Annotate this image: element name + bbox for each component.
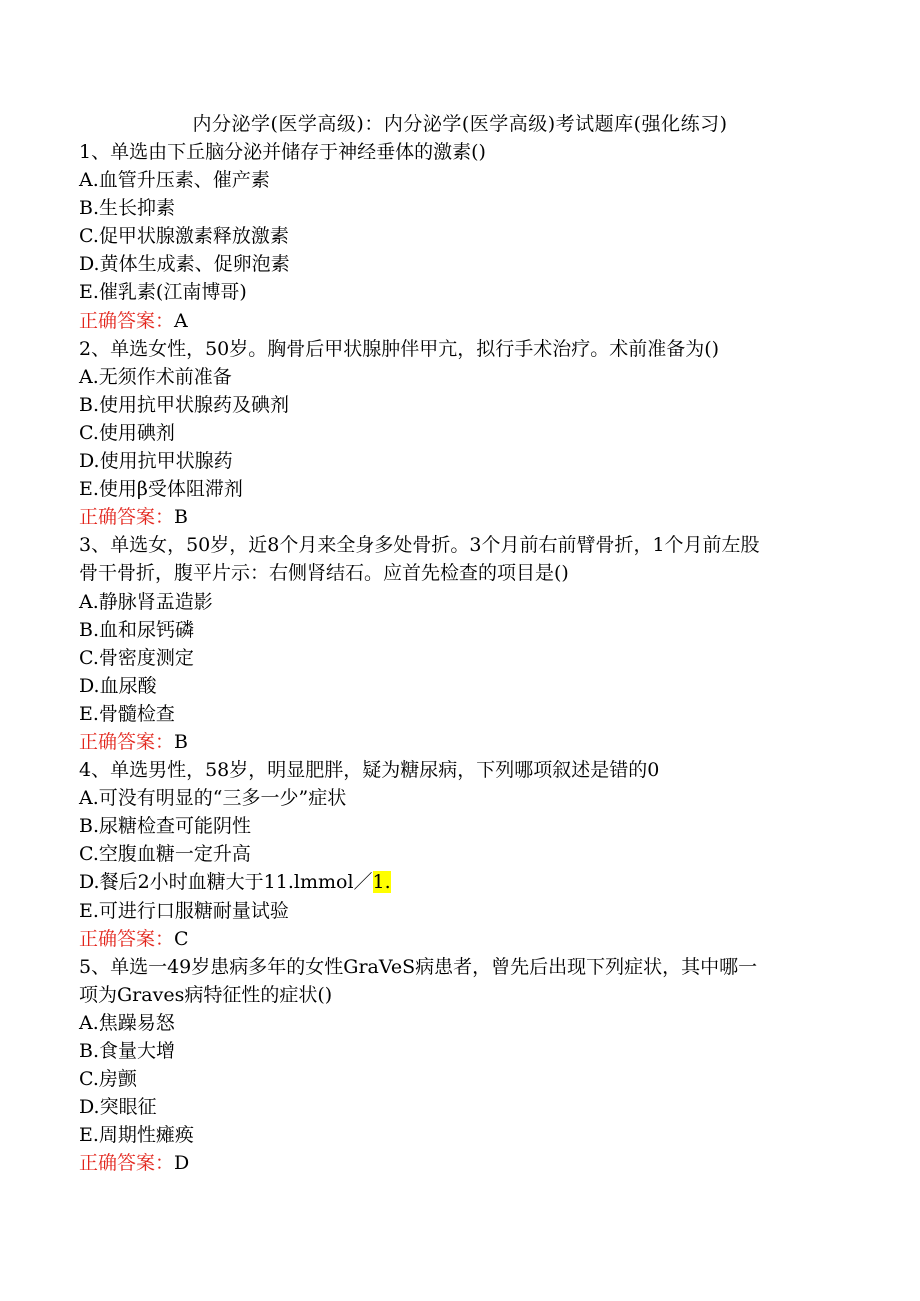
question-1 — [79, 138, 839, 335]
question-4 — [79, 756, 839, 953]
option-c: C.使用碘剂 — [79, 421, 175, 444]
answer-label: 正确答案： — [79, 309, 175, 332]
option-b: B.使用抗甲状腺药及碘剂 — [79, 393, 290, 416]
answer-label: 正确答案： — [79, 927, 175, 950]
question-list — [79, 138, 839, 1177]
question-stem: 4、单选男性，58岁，明显肥胖，疑为糖尿病，下列哪项叙述是错的0 — [79, 759, 660, 782]
answer-value: B — [174, 730, 188, 753]
answer-line — [79, 307, 839, 335]
option-c: C.空腹血糖一定升高 — [79, 843, 251, 866]
highlighted-text: 1. — [372, 871, 391, 894]
answer-label: 正确答案： — [79, 730, 175, 753]
answer-value: A — [174, 309, 188, 332]
option-a: A.静脉肾盂造影 — [79, 590, 213, 613]
option-e: E.周期性瘫痪 — [79, 1124, 194, 1147]
question-stem-line-1: 3、单选女，50岁，近8个月来全身多处骨折。3个月前右前臂骨折，1个月前左股 — [79, 534, 760, 557]
option-d: D.血尿酸 — [79, 674, 157, 697]
option-e: E.使用β受体阻滞剂 — [79, 478, 243, 501]
answer-line — [79, 503, 839, 531]
question-stem-line-2: 项为Graves病特征性的症状() — [79, 983, 333, 1006]
option-c: C.房颤 — [79, 1068, 137, 1091]
option-d: D.黄体生成素、促卵泡素 — [79, 253, 290, 276]
option-c: C.骨密度测定 — [79, 646, 194, 669]
document-title: 内分泌学(医学高级)：内分泌学(医学高级)考试题库(强化练习) — [192, 113, 728, 135]
question-stem-line-2: 骨干骨折，腹平片示：右侧肾结石。应首先检查的项目是() — [79, 562, 569, 585]
question-stem: 1、单选由下丘脑分泌并储存于神经垂体的激素() — [79, 141, 486, 163]
question-3 — [79, 531, 839, 756]
answer-line — [79, 1149, 839, 1177]
option-a: A.焦躁易怒 — [79, 1011, 175, 1034]
question-stem: 2、单选女性，50岁。胸骨后甲状腺肿伴甲亢，拟行手术治疗。术前准备为() — [79, 337, 720, 360]
question-2 — [79, 335, 839, 532]
option-b: B.血和尿钙磷 — [79, 618, 195, 641]
option-d: D.使用抗甲状腺药 — [79, 450, 233, 473]
answer-value: D — [174, 1152, 190, 1175]
option-e: E.骨髓检查 — [79, 702, 175, 725]
option-d: D.突眼征 — [79, 1096, 157, 1119]
option-a: A.血管升压素、催产素 — [79, 169, 270, 192]
option-c: C.促甲状腺激素释放激素 — [79, 225, 289, 248]
question-stem-line-1: 5、单选一49岁患病多年的女性GraVeS病患者，曾先后出现下列症状，其中哪一 — [79, 955, 758, 978]
option-b: B.尿糖检查可能阴性 — [79, 815, 252, 838]
answer-line — [79, 728, 839, 756]
option-b: B.食量大增 — [79, 1040, 176, 1062]
answer-value: B — [174, 506, 188, 529]
question-5 — [79, 953, 839, 1178]
option-d-text: D.餐后2小时血糖大于11.lmmol／ — [79, 871, 373, 894]
option-a: A.可没有明显的“三多一少”症状 — [79, 787, 347, 810]
option-a: A.无须作术前准备 — [79, 365, 232, 388]
answer-line — [79, 925, 839, 953]
answer-label: 正确答案： — [79, 1152, 175, 1175]
answer-value: C — [174, 927, 189, 950]
option-d — [79, 868, 839, 896]
answer-label: 正确答案： — [79, 506, 175, 529]
option-b: B.生长抑素 — [79, 197, 176, 220]
option-e: E.催乳素(江南博哥) — [79, 281, 247, 304]
option-e: E.可进行口服糖耐量试验 — [79, 899, 289, 922]
